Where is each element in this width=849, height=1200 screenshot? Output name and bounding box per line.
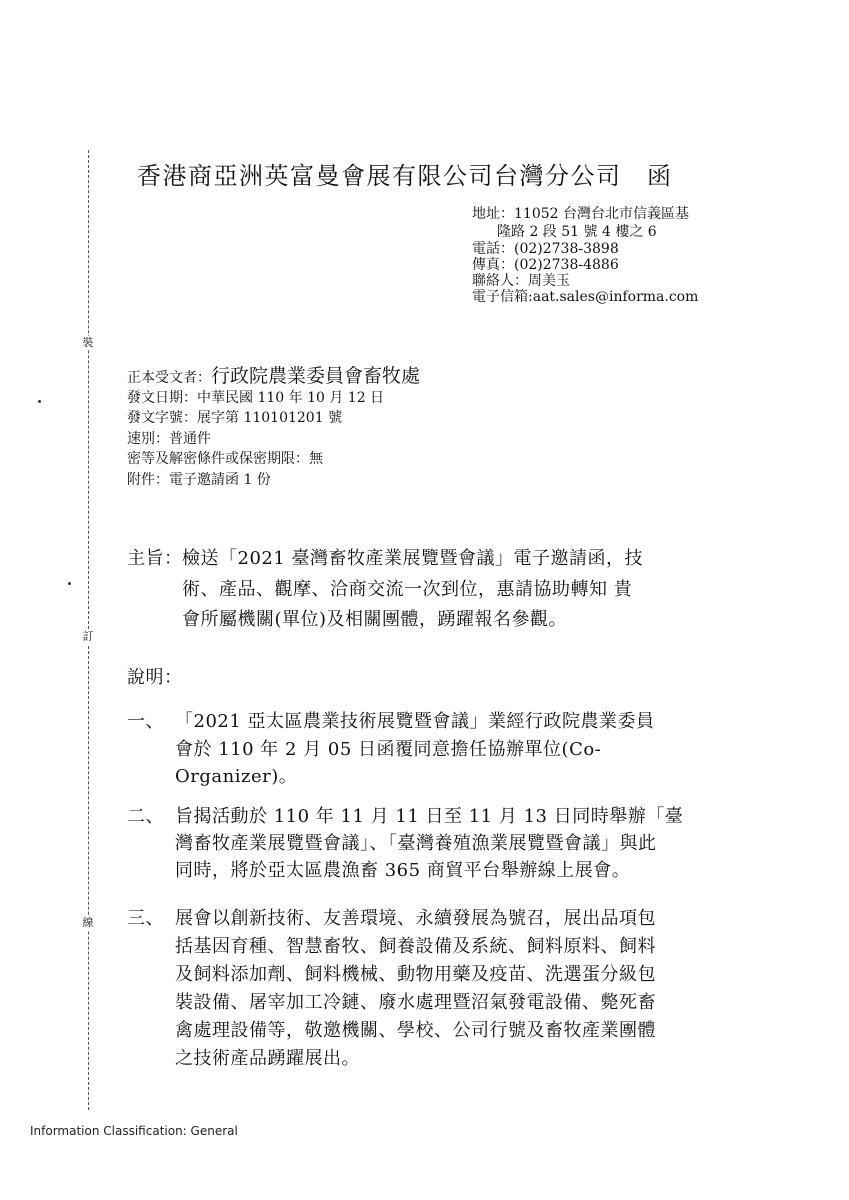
item-line: 旨揭活動於 110 年 11 月 11 日至 11 月 13 日同時舉辦「臺 [175, 806, 684, 827]
scan-speck [68, 582, 71, 585]
document-number: 發文字號：展字第 110101201 號 [127, 410, 343, 426]
subject-label: 主旨： [127, 548, 183, 569]
item-number: 三、 [127, 908, 164, 929]
sender-email: 電子信箱:aat.sales@informa.com [472, 289, 699, 305]
classification-footer: Information Classification: General [30, 1124, 238, 1138]
attachment-line: 附件：電子邀請函 1 份 [127, 472, 271, 488]
secrecy-level: 密等及解密條件或保密期限：無 [127, 451, 323, 467]
recipient-label: 正本受文者： [127, 370, 211, 386]
subject-line: 檢送「2021 臺灣畜牧產業展覽暨會議」電子邀請函，技 [182, 548, 644, 569]
binding-mark-middle: 訂 [80, 630, 96, 644]
item-line: 展會以創新技術、友善環境、永續發展為號召，展出品項包 [175, 908, 656, 929]
item-line: 灣畜牧產業展覽暨會議」、「臺灣養殖漁業展覽暨會議」與此 [175, 833, 657, 854]
sender-phone: 電話：(02)2738-3898 [472, 241, 619, 257]
explanation-heading: 說明： [127, 667, 183, 688]
item-line: 會於 110 年 2 月 05 日函覆同意擔任協辦單位(Co- [175, 739, 602, 760]
recipient-value: 行政院農業委員會畜牧處 [211, 365, 421, 387]
sender-contact: 聯絡人：周美玉 [472, 273, 570, 289]
issue-date: 發文日期：中華民國 110 年 10 月 12 日 [127, 390, 385, 406]
scan-speck [38, 400, 41, 403]
subject-line: 會所屬機關(單位)及相關團體，踴躍報名參觀。 [182, 609, 568, 630]
item-number: 二、 [127, 806, 164, 827]
binding-mark-bottom: 線 [80, 916, 96, 930]
item-number: 一、 [127, 711, 164, 732]
item-line: Organizer)。 [175, 766, 298, 787]
recipient-line [127, 366, 420, 388]
subject-line: 術、產品、觀摩、洽商交流一次到位，惠請協助轉知 貴 [182, 579, 633, 600]
sender-fax: 傳真：(02)2738-4886 [472, 257, 619, 273]
binding-mark-top: 裝 [80, 336, 96, 350]
item-line: 「2021 亞太區農業技術展覽暨會議」業經行政院農業委員 [175, 711, 655, 732]
item-line: 禽處理設備等，敬邀機關、學校、公司行號及畜牧產業團體 [175, 1020, 656, 1041]
letter-title: 香港商亞洲英富曼會展有限公司台灣分公司 函 [137, 162, 673, 190]
item-line: 裝設備、屠宰加工冷鏈、廢水處理暨沼氣發電設備、斃死畜 [175, 992, 656, 1013]
item-line: 之技術產品踴躍展出。 [175, 1048, 360, 1069]
item-line: 括基因育種、智慧畜牧、飼養設備及系統、飼料原料、飼料 [175, 936, 656, 957]
item-line: 及飼料添加劑、飼料機械、動物用藥及疫苗、洗選蛋分級包 [175, 964, 656, 985]
delivery-speed: 速別：普通件 [127, 431, 211, 447]
item-line: 同時，將於亞太區農漁畜 365 商貿平台舉辦線上展會。 [175, 860, 631, 881]
sender-address-line1: 地址：11052 台灣台北市信義區基 [472, 206, 689, 222]
sender-address-line2: 隆路 2 段 51 號 4 樓之 6 [497, 224, 657, 240]
